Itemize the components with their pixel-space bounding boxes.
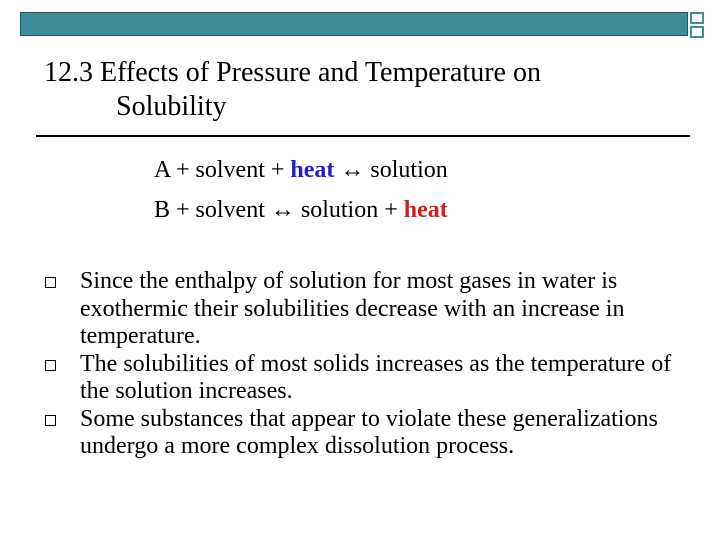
square-bullet-icon (45, 277, 56, 288)
list-item (40, 268, 690, 351)
title-line-1: 12.3 Effects of Pressure and Temperature on (44, 57, 541, 88)
equation-2-before: B + solvent ↔ solution + (154, 197, 404, 223)
bullet-text-2: The solubilities of most solids increases as the temperature of the solution increases. (80, 350, 672, 404)
bullet-text-1: Since the enthalpy of solution for most gases in water is exothermic their solubilities decrease with an increase in temperature. (80, 268, 625, 349)
decorative-square-top (690, 12, 704, 24)
square-bullet-icon (45, 360, 56, 371)
slide-title (44, 56, 684, 124)
decorative-square-bottom (690, 26, 704, 38)
title-divider (36, 135, 690, 137)
header-bar (20, 12, 688, 36)
equation-endothermic (154, 150, 448, 190)
equation-exothermic (154, 190, 448, 230)
equation-1-heat: heat (290, 157, 335, 183)
square-bullet-icon (45, 415, 56, 426)
equations-block (154, 150, 448, 230)
bullet-text-3: Some substances that appear to violate these generalizations undergo a more complex dissolution process. (80, 405, 658, 459)
equation-2-heat: heat (403, 197, 448, 223)
bullet-list (40, 268, 690, 461)
equation-1-before: A + solvent + (154, 157, 291, 183)
title-line-2: Solubility (116, 91, 227, 122)
list-item (40, 351, 690, 406)
equation-1-after: ↔ solution (334, 157, 448, 183)
list-item (40, 406, 690, 461)
